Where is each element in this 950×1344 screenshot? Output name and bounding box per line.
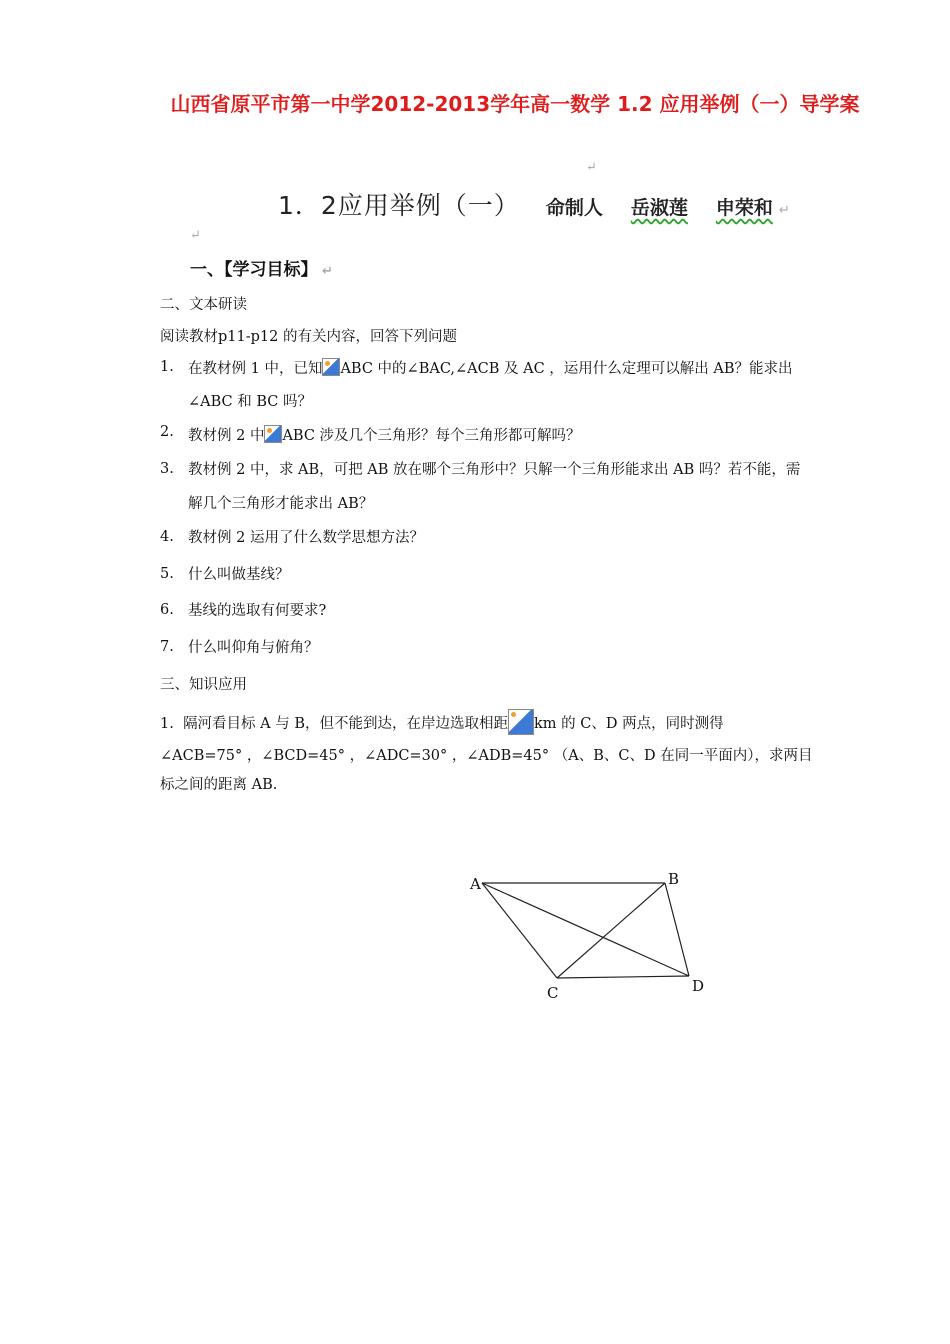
question-5: 什么叫做基线？ — [188, 567, 290, 583]
segment-bd — [665, 883, 689, 976]
paragraph-mark-icon: ↵ — [317, 264, 333, 279]
segment-ad — [482, 883, 689, 976]
author-label: 命制人 — [545, 197, 603, 219]
point-b-label: B — [668, 870, 680, 888]
question-1-line2: ∠ABC 和 BC 吗？ — [188, 394, 312, 410]
section-heading-reading: 二、文本研读 — [160, 297, 247, 313]
question-6: 基线的选取有何要求? — [188, 603, 327, 619]
lesson-title: 1．2应用举例（一） — [278, 191, 520, 220]
section-heading-application: 三、知识应用 — [160, 677, 247, 693]
question-number: 3. — [160, 461, 174, 477]
paragraph-mark-icon: ↵ — [586, 160, 597, 175]
question-number: 6. — [160, 602, 174, 618]
question-4: 教材例 2 运用了什么数学思想方法？ — [188, 530, 424, 546]
distance-formula-image-icon — [508, 709, 534, 735]
point-a-label: A — [470, 875, 481, 893]
paragraph-mark-icon: ↵ — [190, 228, 201, 243]
question-number: 4. — [160, 529, 174, 545]
segment-ac — [482, 883, 557, 978]
author-name-1: 岳淑莲 — [630, 197, 688, 219]
question-number: 5. — [160, 566, 174, 582]
paragraph-mark-icon: ↵ — [778, 203, 790, 218]
author-name-2: 申荣和 — [715, 197, 773, 219]
quadrilateral-diagram — [460, 860, 720, 1010]
question-7: 什么叫仰角与俯角？ — [188, 640, 319, 656]
section-heading-objectives: 一、【学习目标】 ↵ — [190, 260, 333, 280]
application-problem-line2: ∠ACB=75° ，∠BCD=45° ，∠ADC=30° ，∠ADB=45° （A、B、C、D 在同一平面内），求两目 — [160, 748, 813, 764]
application-problem-line1: 1. 隔河看目标 A 与 B，但不能到达，在岸边选取相距 km 的 C、D 两点，同时测得 — [160, 709, 880, 735]
segment-cd — [557, 976, 689, 978]
subtitle-row — [278, 186, 790, 218]
document-title: 山西省原平市第一中学2012-2013学年高一数学 1.2 应用举例（一）导学案 — [170, 92, 860, 116]
question-3: 教材例 2 中，求 AB，可把 AB 放在哪个三角形中？只解一个三角形能求出 AB 吗？若不能，需 — [188, 462, 801, 478]
question-2: 教材例 2 中 ABC 涉及几个三角形？每个三角形都可解吗？ — [188, 425, 874, 446]
question-number: 1. — [160, 359, 174, 375]
question-1: 在教材例 1 中，已知 ABC 中的∠BAC,∠ACB 及 AC ，运用什么定理可以解出 AB？能求出 — [188, 352, 874, 386]
triangle-symbol-image-icon — [322, 358, 340, 376]
segment-bc — [557, 883, 665, 978]
triangle-symbol-image-icon — [264, 425, 282, 443]
point-c-label: C — [547, 984, 559, 1002]
application-problem-line3: 标之间的距离 AB. — [160, 777, 278, 793]
question-3-line2: 解几个三角形才能求出 AB？ — [188, 496, 374, 512]
question-number: 2. — [160, 424, 174, 440]
question-number: 7. — [160, 639, 174, 655]
reading-intro: 阅读教材p11-p12 的有关内容，回答下列问题 — [160, 329, 457, 345]
point-d-label: D — [692, 977, 705, 995]
